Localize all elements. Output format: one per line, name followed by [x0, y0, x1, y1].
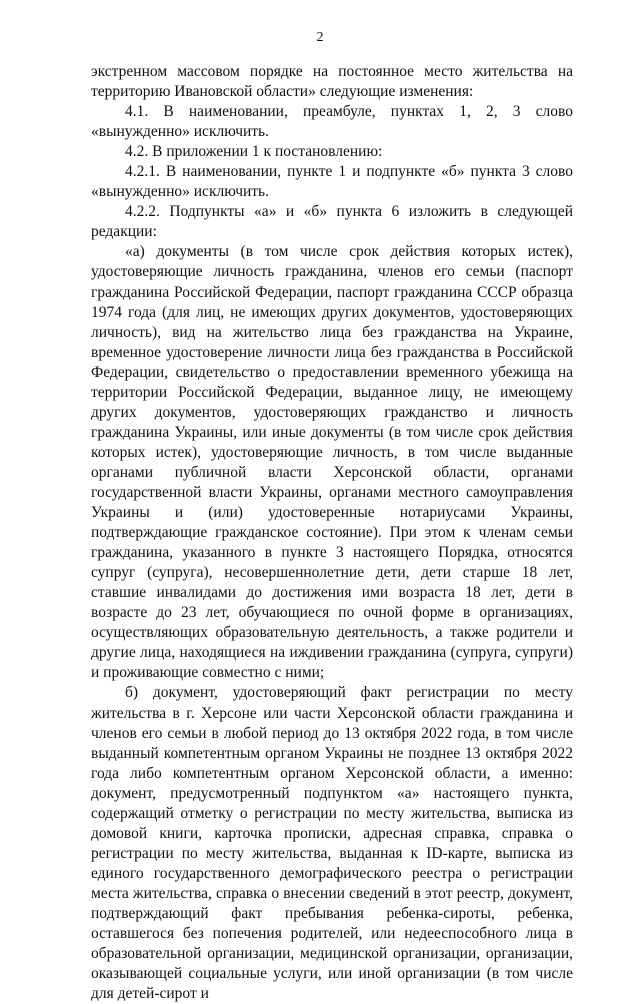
document-body: [91, 62, 573, 1004]
page-number: 2: [316, 30, 324, 45]
paragraph-4-2-2: 4.2.2. Подпункты «а» и «б» пункта 6 изложить в следующей редакции:: [91, 203, 573, 241]
paragraph-subitem-a: «а) документы (в том числе срок действия которых истек), удостоверяющие личность гражданина, членов его семьи (паспорт гражданина Российской Федерации, паспорт гражданина СССР образца 1974 года (для лиц, не имеющих других документов, удостоверяющих личность), вид на жительство лица без гражданства на Украине, временное удостоверение личности лица без гражданства в Российской Федерации, свидетельство о предоставлении временного убежища на территории Российской Федерации, выданное лицу, не имеющему других документов, удостоверяющих гражданство и личность гражданина Украины, или иные документы (в том числе срок действия которых истек), удостоверяющие личность, в том числе выданные органами публичной власти Херсонской области, органами государственной власти Украины, органами местного самоуправления Украины и (или) удостоверенные нотариусами Украины, подтверждающие гражданское состояние). При этом к членам семьи гражданина, указанного в пункте 3 настоящего Порядка, относятся супруг (супруга), несовершеннолетние дети, дети старше 18 лет, ставшие инвалидами до достижения ими возраста 18 лет, дети в возрасте до 23 лет, обучающиеся по очной форме в организациях, осуществляющих образовательную деятельность, а также родители и другие лица, находящиеся на иждивении гражданина (супруга, супруги) и проживающие совместно с ними;: [91, 243, 573, 682]
paragraph-4-2-1: 4.2.1. В наименовании, пункте 1 и подпункте «б» пункта 3 слово «вынужденно» исключить.: [91, 163, 573, 201]
paragraph-continuation: экстренном массовом порядке на постоянное место жительства на территорию Ивановской области» следующие изменения:: [91, 63, 573, 101]
paragraph-4-1: 4.1. В наименовании, преамбуле, пунктах 1, 2, 3 слово «вынужденно» исключить.: [91, 103, 573, 141]
paragraph-subitem-b: б) документ, удостоверяющий факт регистрации по месту жительства в г. Херсоне или части Херсонской области гражданина и членов его семьи в любой период до 13 октября 2022 года, в том числе выданный компетентным органом Украины не позднее 13 октября 2022 года либо компетентным органом Херсонской области, а именно: документ, предусмотренный подпунктом «а» настоящего пункта, содержащий отметку о регистрации по месту жительства, выписка из домовой книги, карточка прописки, адресная справка, справка о регистрации по месту жительства, выданная к ID-карте, выписка из единого государственного демографического реестра о регистрации места жительства, справка о внесении сведений в этот реестр, документ, подтверждающий факт пребывания ребенка-сироты, ребенка, оставшегося без попечения родителей, или недееспособного лица в образовательной организации, медицинской организации, организации, оказывающей социальные услуги, или иной организации (в том числе для детей-сирот и: [91, 684, 573, 1003]
paragraph-4-2: 4.2. В приложении 1 к постановлению:: [125, 143, 383, 161]
